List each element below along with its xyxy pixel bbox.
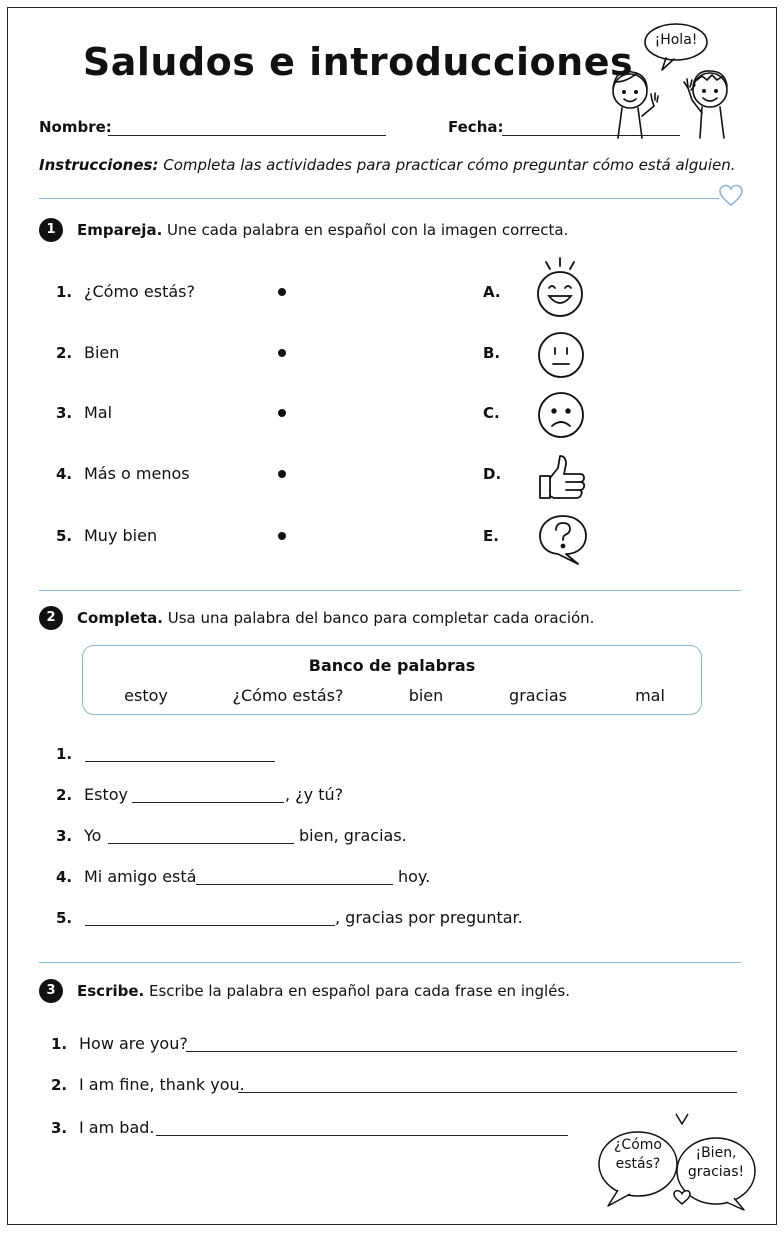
bubble-bien-gracias	[676, 1144, 756, 1182]
instructions	[39, 156, 736, 174]
date-input-line[interactable]	[502, 135, 680, 136]
match-option-letter: E.	[483, 527, 499, 545]
sentence-text-after: hoy.	[398, 867, 431, 886]
match-dot[interactable]	[278, 349, 286, 357]
match-option-letter: B.	[483, 344, 501, 362]
sentence-number: 1.	[56, 745, 73, 763]
worksheet-page	[7, 7, 777, 1225]
translate-phrase: I am bad.	[79, 1118, 155, 1137]
sentence-number: 5.	[56, 909, 73, 927]
blank-line[interactable]	[196, 884, 393, 885]
match-option-letter: D.	[483, 465, 502, 483]
match-option-letter: C.	[483, 404, 500, 422]
word-bank-word: estoy	[124, 686, 168, 705]
name-label: Nombre:	[39, 118, 112, 136]
sentence-number: 4.	[56, 868, 73, 886]
happy-face-icon	[532, 256, 588, 318]
match-item-text: Bien	[84, 343, 120, 362]
match-dot[interactable]	[278, 288, 286, 296]
heart-icon	[718, 184, 744, 208]
answer-line[interactable]	[186, 1051, 737, 1052]
sentence-text-after: , ¿y tú?	[285, 785, 344, 804]
section-3-heading	[77, 982, 570, 1000]
bubble-right-line-1: ¡Bien,	[695, 1145, 737, 1161]
blank-line[interactable]	[108, 843, 294, 844]
answer-line[interactable]	[238, 1092, 737, 1093]
sentence-text-after: bien, gracias.	[299, 826, 407, 845]
section-1-badge: 1	[39, 218, 63, 242]
section-3-title: Escribe.	[77, 982, 145, 1000]
match-dot[interactable]	[278, 409, 286, 417]
word-bank-word: ¿Cómo estás?	[232, 686, 344, 705]
match-item-number: 3.	[56, 404, 73, 422]
translate-phrase: I am fine, thank you.	[79, 1075, 245, 1094]
divider-1	[39, 198, 719, 199]
translate-phrase: How are you?	[79, 1034, 188, 1053]
instructions-label: Instrucciones:	[39, 156, 159, 174]
bubble-left-line-1: ¿Cómo	[614, 1137, 662, 1153]
page-title: Saludos e introducciones	[82, 40, 634, 84]
match-item-text: Muy bien	[84, 526, 158, 545]
sentence-text-after: , gracias por preguntar.	[335, 908, 523, 927]
translate-number: 3.	[51, 1119, 68, 1137]
thumbs-up-icon	[536, 452, 588, 504]
word-bank-word: mal	[635, 686, 665, 705]
hola-bubble-text: ¡Hola!	[654, 32, 698, 48]
section-2-heading	[77, 609, 594, 627]
divider-3	[39, 962, 741, 963]
bubble-left-line-2: estás?	[615, 1156, 661, 1172]
instructions-text: Completa las actividades para practicar cómo preguntar cómo está alguien.	[158, 156, 736, 174]
sentence-number: 2.	[56, 786, 73, 804]
match-item-text: Más o menos	[84, 464, 190, 483]
answer-line[interactable]	[156, 1135, 568, 1136]
section-1-title: Empareja.	[77, 221, 163, 239]
match-item-text: ¿Cómo estás?	[84, 282, 195, 301]
match-dot[interactable]	[278, 470, 286, 478]
section-3-badge: 3	[39, 979, 63, 1003]
section-2-title: Completa.	[77, 609, 163, 627]
blank-line[interactable]	[85, 925, 335, 926]
word-bank	[82, 645, 702, 715]
word-bank-title: Banco de palabras	[308, 656, 476, 675]
divider-2	[39, 590, 741, 591]
section-1-heading	[77, 221, 568, 239]
bubble-right-line-2: gracias!	[687, 1164, 745, 1180]
sentence-text-before: Estoy	[84, 785, 128, 804]
match-item-number: 1.	[56, 283, 73, 301]
blank-line[interactable]	[132, 802, 284, 803]
date-label: Fecha:	[448, 118, 504, 136]
sentence-number: 3.	[56, 827, 73, 845]
section-3-text: Escribe la palabra en español para cada frase en inglés.	[144, 982, 570, 1000]
bubble-como-estas	[598, 1136, 678, 1174]
translate-number: 2.	[51, 1076, 68, 1094]
section-2-text: Usa una palabra del banco para completar cada oración.	[163, 609, 595, 627]
question-bubble-icon	[536, 512, 590, 566]
match-item-text: Mal	[84, 403, 113, 422]
translate-number: 1.	[51, 1035, 68, 1053]
section-1-text: Une cada palabra en español con la imagen correcta.	[162, 221, 569, 239]
name-input-line[interactable]	[108, 135, 386, 136]
blank-line[interactable]	[85, 761, 275, 762]
section-2-badge: 2	[39, 606, 63, 630]
match-option-letter: A.	[483, 283, 501, 301]
sentence-text-before: Yo	[84, 826, 102, 845]
sentence-text-before: Mi amigo está	[84, 867, 197, 886]
match-item-number: 4.	[56, 465, 73, 483]
match-dot[interactable]	[278, 532, 286, 540]
sad-face-icon	[536, 390, 586, 440]
word-bank-word: bien	[408, 686, 444, 705]
match-item-number: 5.	[56, 527, 73, 545]
match-item-number: 2.	[56, 344, 73, 362]
word-bank-word: gracias	[509, 686, 567, 705]
neutral-face-icon	[536, 330, 586, 380]
